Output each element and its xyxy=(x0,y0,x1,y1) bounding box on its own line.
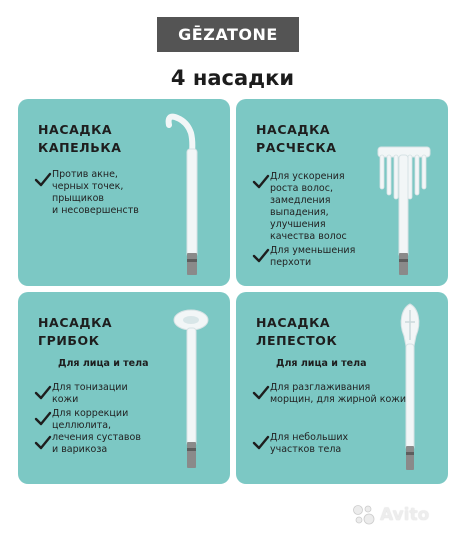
card-title-line: РАСЧЕСКА xyxy=(256,140,337,155)
card-rascheska xyxy=(236,99,448,286)
page-title: 4 насадки xyxy=(170,66,295,90)
card-title xyxy=(256,314,396,350)
bullet-text-line: улучшения xyxy=(270,219,326,230)
bullet-text-line: выпадения, xyxy=(270,207,329,218)
bullet-text-line: Для тонизации xyxy=(52,382,128,393)
bullet-text-line: перхоти xyxy=(270,257,312,268)
brand-logo: GĒZATONE xyxy=(157,17,299,52)
card-title xyxy=(38,314,178,350)
checkmark-icon xyxy=(34,171,52,189)
checkmark-icon xyxy=(252,384,270,402)
checkmark-icon xyxy=(252,173,270,191)
bullet-text-line: участков тела xyxy=(270,444,342,455)
bullet-text-line: морщин, для жирной кожи xyxy=(270,394,407,405)
bullet-text-line: кожи xyxy=(52,394,79,405)
bullet-text-line: и варикоза xyxy=(52,444,108,455)
drop-nozzle-icon xyxy=(163,113,203,281)
comb-nozzle-icon xyxy=(374,139,434,281)
bullet-text-line: замедления xyxy=(270,195,331,206)
bullet-text-line: черных точек, xyxy=(52,181,124,192)
bullet-item xyxy=(252,432,410,456)
card-lepestok xyxy=(236,292,448,484)
card-title-line: КАПЕЛЬКА xyxy=(38,140,122,155)
bullet-text-line: Против акне, xyxy=(52,169,118,180)
card-title-line: ЛЕПЕСТОК xyxy=(256,333,338,348)
card-title xyxy=(38,121,178,157)
bullet-text-line: прыщиков xyxy=(52,193,105,204)
bullet-text-line: лечения суставов xyxy=(52,432,141,443)
bullet-text-line: Для ускорения xyxy=(270,171,345,182)
bullet-text-line: Для разглаживания xyxy=(270,382,371,393)
avito-logo-icon xyxy=(352,504,376,526)
bullet-text-line: Для коррекции xyxy=(52,408,129,419)
bullet-text-line: качества волос xyxy=(270,231,347,242)
checkmark-icon xyxy=(34,384,52,402)
card-subtitle: Для лица и тела xyxy=(276,358,367,369)
card-subtitle: Для лица и тела xyxy=(58,358,149,369)
watermark-text: Avito xyxy=(380,505,430,525)
checkmark-icon xyxy=(252,247,270,265)
card-title-line: НАСАДКА xyxy=(38,315,113,330)
card-title-line: НАСАДКА xyxy=(256,315,331,330)
mushroom-nozzle-icon xyxy=(168,298,214,478)
bullet-text-line: Для небольших xyxy=(270,432,349,443)
checkmark-icon xyxy=(252,434,270,452)
petal-nozzle-icon xyxy=(388,300,432,478)
card-title-line: ГРИБОК xyxy=(38,333,100,348)
card-gribok xyxy=(18,292,230,484)
checkmark-icon xyxy=(34,410,52,428)
card-kapelka xyxy=(18,99,230,286)
card-title-line: НАСАДКА xyxy=(38,122,113,137)
card-title-line: НАСАДКА xyxy=(256,122,331,137)
bullet-text-line: роста волос, xyxy=(270,183,333,194)
avito-watermark xyxy=(352,502,452,528)
bullet-text-line: целлюлита, xyxy=(52,420,112,431)
bullet-text-line: Для уменьшения xyxy=(270,245,356,256)
bullet-text-line: и несовершенств xyxy=(52,205,139,216)
checkmark-icon xyxy=(34,434,52,452)
